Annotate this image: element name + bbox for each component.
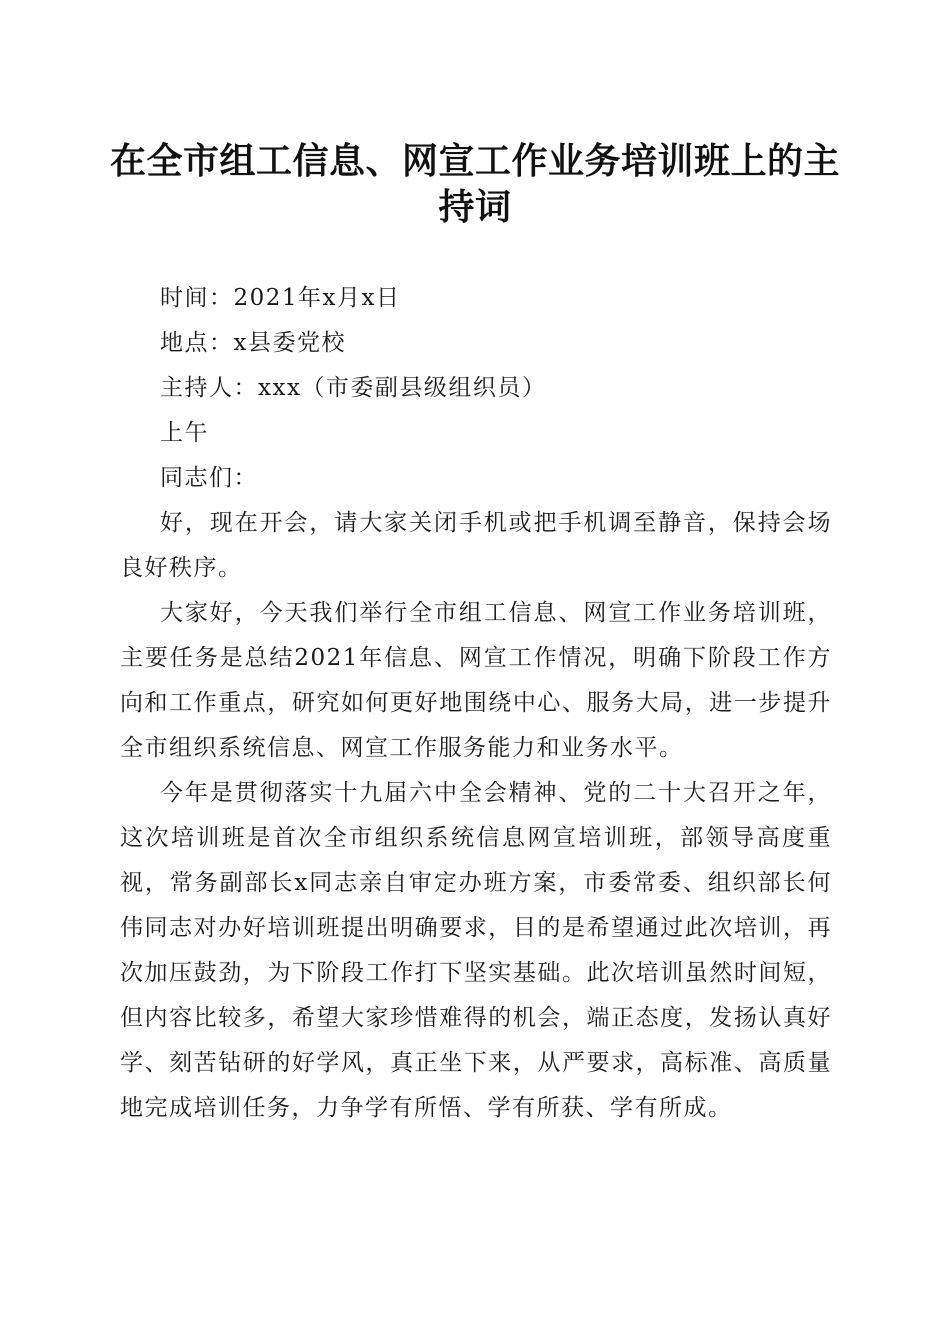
- meta-host: 主持人：xxx（市委副县级组织员）: [160, 375, 547, 401]
- paragraph: 大家好，今天我们举行全市组工信息、网宣工作业务培训班，主要任务是总结2021年信息、网宣工作情况，明确下阶段工作方向和工作重点，研究如何更好地围绕中心、服务大局，进一步提升全市组织系统信息、网宣工作服务能力和业务水平。: [120, 600, 832, 761]
- session-label: 上午: [160, 420, 209, 446]
- salutation: 同志们：: [160, 465, 258, 491]
- paragraph: 今年是贯彻落实十九届六中全会精神、党的二十大召开之年，这次培训班是首次全市组织系统信息网宣培训班，部领导高度重视，常务副部长x同志亲自审定办班方案，市委常委、组织部长何伟同志对办好培训班提出明确要求，目的是希望通过此次培训，再次加压鼓劲，为下阶段工作打下坚实基础。此次培训虽然时间短，但内容比较多，希望大家珍惜难得的机会，端正态度，发扬认真好学、刻苦钻研的好学风，真正坐下来，从严要求，高标准、高质量地完成培训任务，力争学有所悟、学有所获、学有所成。: [120, 780, 832, 1121]
- document-body: [120, 276, 832, 1131]
- meta-place: 地点：x县委党校: [160, 330, 346, 356]
- paragraph: 好，现在开会，请大家关闭手机或把手机调至静音，保持会场良好秩序。: [120, 510, 832, 581]
- meta-time: 时间：2021年x月x日: [160, 285, 401, 311]
- document-title: 在全市组工信息、网宣工作业务培训班上的主持词: [110, 140, 841, 228]
